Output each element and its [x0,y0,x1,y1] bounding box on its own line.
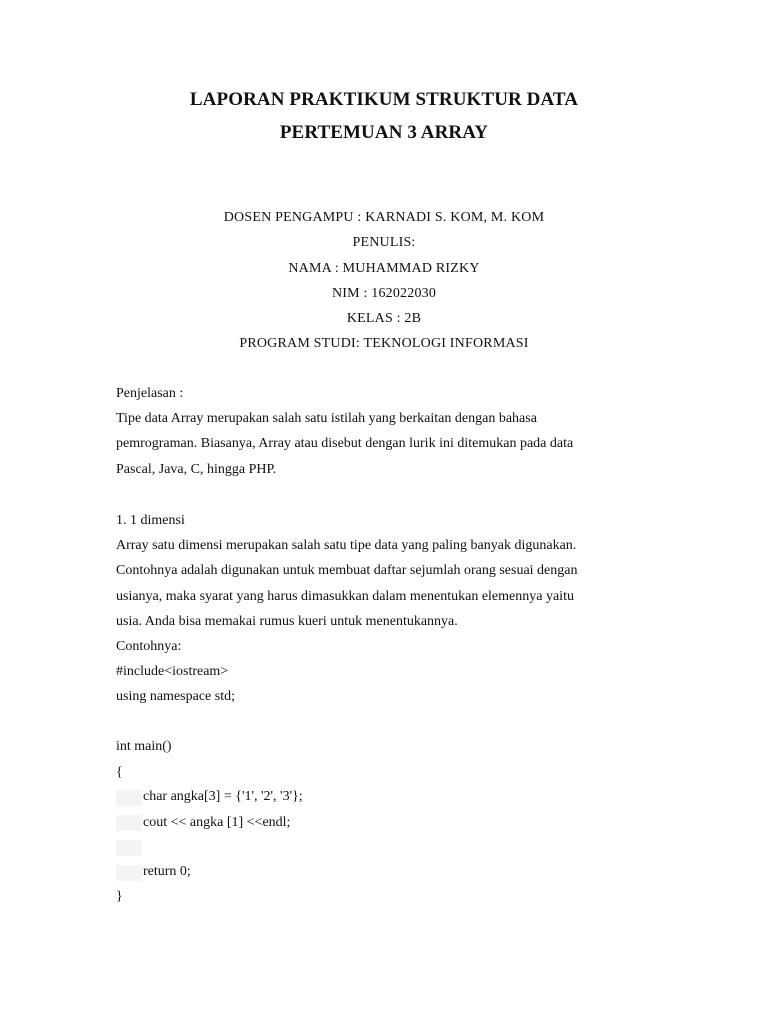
code-open-brace: { [116,765,123,780]
student-id: NIM : 162022030 [331,286,437,301]
author-name: NAMA : MUHAMMAD RIZKY [288,261,480,276]
code-indent-mark [116,790,142,806]
explanation-line: pemrograman. Biasanya, Array atau disebut dengan lurik ini ditemukan pada data [116,436,574,451]
explanation-heading: Penjelasan : [116,386,184,401]
code-indent-mark [116,815,142,831]
code-include: #include<iostream> [116,664,229,679]
section-paragraph-line: Array satu dimensi merupakan salah satu tipe data yang paling banyak digunakan. [116,538,577,553]
document-title: LAPORAN PRAKTIKUM STRUKTUR DATA [189,89,579,110]
explanation-line: Tipe data Array merupakan salah satu istilah yang berkaitan dengan bahasa [116,411,537,426]
code-return: return 0; [143,864,191,879]
code-cout: cout << angka [1] <<endl; [143,815,291,830]
code-close-brace: } [116,889,123,904]
example-label: Contohnya: [116,639,182,654]
study-program: PROGRAM STUDI: TEKNOLOGI INFORMASI [239,336,529,351]
section-paragraph-line: usianya, maka syarat yang harus dimasukkan dalam menentukan elemennya yaitu [116,589,574,604]
author-label: PENULIS: [352,235,416,250]
code-main: int main() [116,739,172,754]
lecturer-info: DOSEN PENGAMPU : KARNADI S. KOM, M. KOM [223,210,545,225]
code-using: using namespace std; [116,689,235,704]
code-indent-mark [116,865,142,881]
document-subtitle: PERTEMUAN 3 ARRAY [279,122,489,143]
section-heading: 1. 1 dimensi [116,513,185,528]
section-paragraph-line: Contohnya adalah digunakan untuk membuat daftar sejumlah orang sesuai dengan [116,563,578,578]
code-indent-mark [116,840,142,856]
code-declaration: char angka[3] = {'1', '2', '3'}; [143,789,303,804]
section-paragraph-line: usia. Anda bisa memakai rumus kueri untuk menentukannya. [116,614,458,629]
explanation-line: Pascal, Java, C, hingga PHP. [116,462,277,477]
class-info: KELAS : 2B [346,311,422,326]
